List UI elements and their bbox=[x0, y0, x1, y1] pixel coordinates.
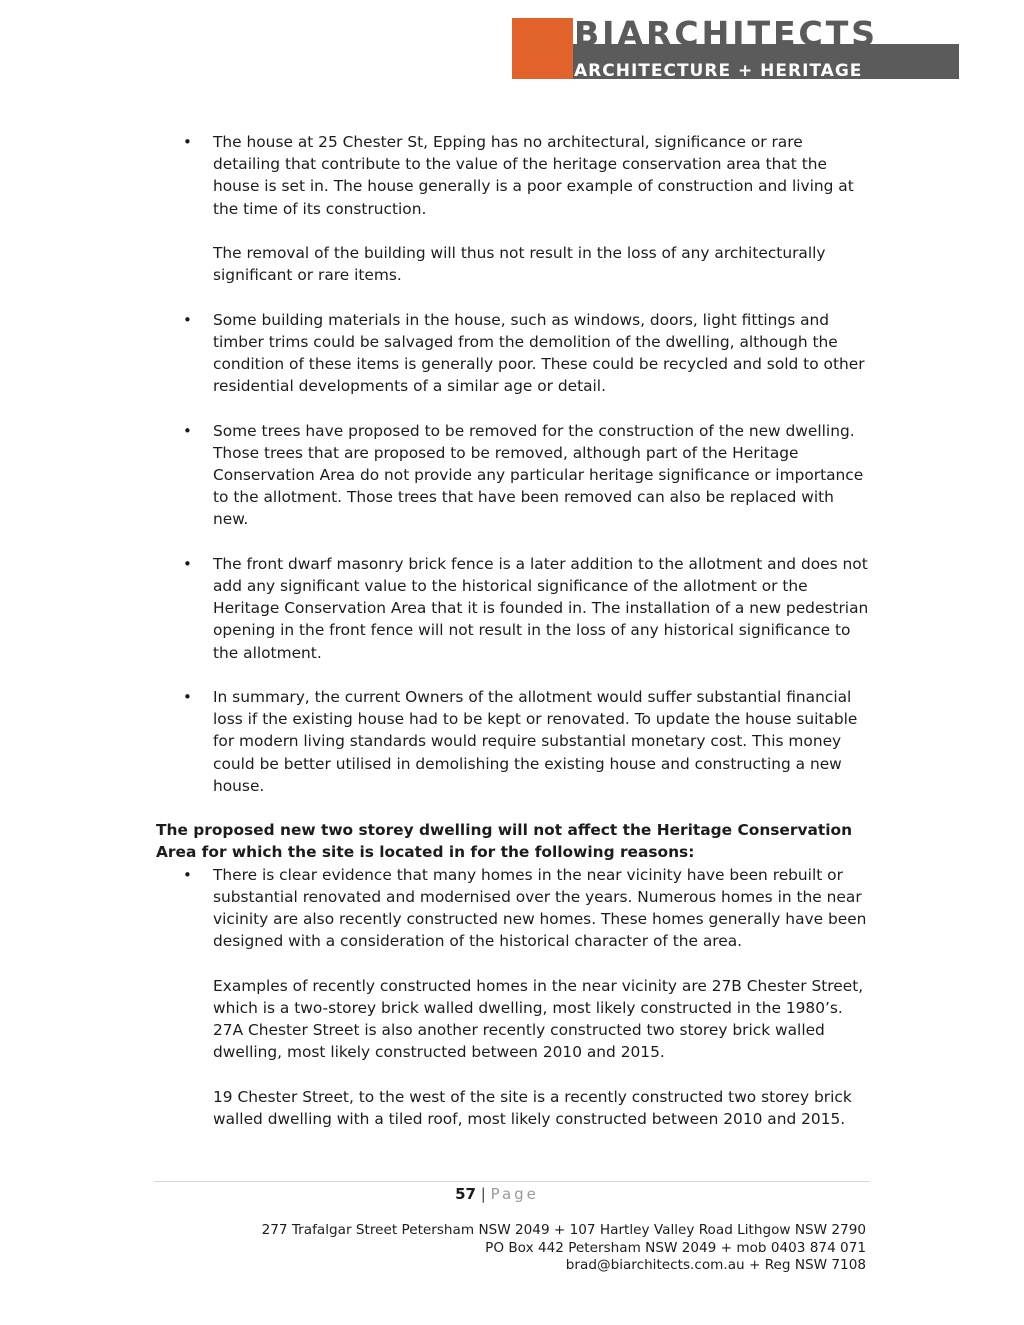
paragraph: The removal of the building will thus not result in the loss of any architecturally significant or rare items. bbox=[213, 244, 826, 285]
paragraph: The house at 25 Chester St, Epping has no architectural, significance or rare detailing that contribute to the value of the heritage conservation area that the house is set in. The house generally is a poor example of construction and living at the time of its construction. bbox=[213, 133, 854, 218]
page-number bbox=[0, 1184, 1024, 1204]
document-body bbox=[156, 131, 871, 1130]
paragraph: Some building materials in the house, such as windows, doors, light fittings and timber trims could be salvaged from the demolition of the dwelling, although the condition of these items is generally poor. These could be recycled and sold to other residential developments of a similar age or detail. bbox=[213, 310, 865, 396]
list-item bbox=[156, 131, 871, 286]
list-item bbox=[156, 420, 871, 531]
bullet-icon: • bbox=[183, 310, 192, 329]
bullet-icon: • bbox=[183, 421, 192, 440]
address-line: brad@biarchitects.com.au + Reg NSW 7108 bbox=[565, 1257, 866, 1273]
footer-divider bbox=[154, 1181, 870, 1182]
paragraph: The front dwarf masonry brick fence is a later addition to the allotment and does not add any significant value to the historical significance of the allotment or the Heritage Conservation Area that it is founded in. The installation of a new pedestrian opening in the front fence will not result in the loss of any historical significance to the allotment. bbox=[213, 554, 869, 662]
list-item bbox=[156, 309, 871, 398]
list-item bbox=[156, 686, 871, 797]
paragraph: In summary, the current Owners of the allotment would suffer substantial financial loss if the existing house had to be kept or renovated. To update the house suitable for modern living standards would require substantial monetary cost. This money could be better utilised in demolishing the existing house and constructing a new house. bbox=[213, 688, 858, 795]
paragraph: There is clear evidence that many homes in the near vicinity have been rebuilt or substantial renovated and modernised over the years. Numerous homes in the near vicinity are also recently constructed new homes. These homes generally have been designed with a consideration of the historical character of the area. bbox=[213, 865, 867, 951]
list-item bbox=[156, 864, 871, 1130]
page-number-value: 57 bbox=[455, 1185, 476, 1203]
list-item bbox=[156, 553, 871, 664]
address-line: 277 Trafalgar Street Petersham NSW 2049 + 107 Hartley Valley Road Lithgow NSW 2790 bbox=[261, 1222, 866, 1238]
page-word: Page bbox=[490, 1185, 539, 1203]
logo-orange-square bbox=[512, 18, 573, 79]
paragraph: 19 Chester Street, to the west of the site is a recently constructed two storey brick walled dwelling with a tiled roof, most likely constructed between 2010 and 2015. bbox=[213, 1087, 852, 1128]
section-heading: The proposed new two storey dwelling will not affect the Heritage Conservation Area for which the site is located in for the following reasons: bbox=[156, 821, 853, 862]
address-line: PO Box 442 Petersham NSW 2049 + mob 0403 874 071 bbox=[485, 1239, 866, 1256]
page-number-separator: | bbox=[480, 1185, 486, 1203]
logo-sub-text: ARCHITECTURE + HERITAGE bbox=[574, 61, 863, 81]
bullet-icon: • bbox=[183, 865, 192, 884]
paragraph: Some trees have proposed to be removed for the construction of the new dwelling. Those trees that are proposed to be removed, although part of the Heritage Conservation Area do not provide any particular heritage significance or importance to the allotment. Those trees that have been removed can also be replaced with new. bbox=[213, 421, 864, 529]
bullet-icon: • bbox=[183, 133, 192, 151]
bullet-icon: • bbox=[183, 554, 192, 573]
logo-main-text: BIARCHITECTS bbox=[574, 14, 879, 53]
footer-address bbox=[262, 1222, 866, 1275]
paragraph: Examples of recently constructed homes in the near vicinity are 27B Chester Street, which is a two-storey brick walled dwelling, most likely constructed in the 1980’s. 27A Chester Street is also another recently constructed two storey brick walled dwelling, most likely constructed between 2010 and 2015. bbox=[213, 976, 864, 1062]
bullet-icon: • bbox=[183, 688, 192, 706]
